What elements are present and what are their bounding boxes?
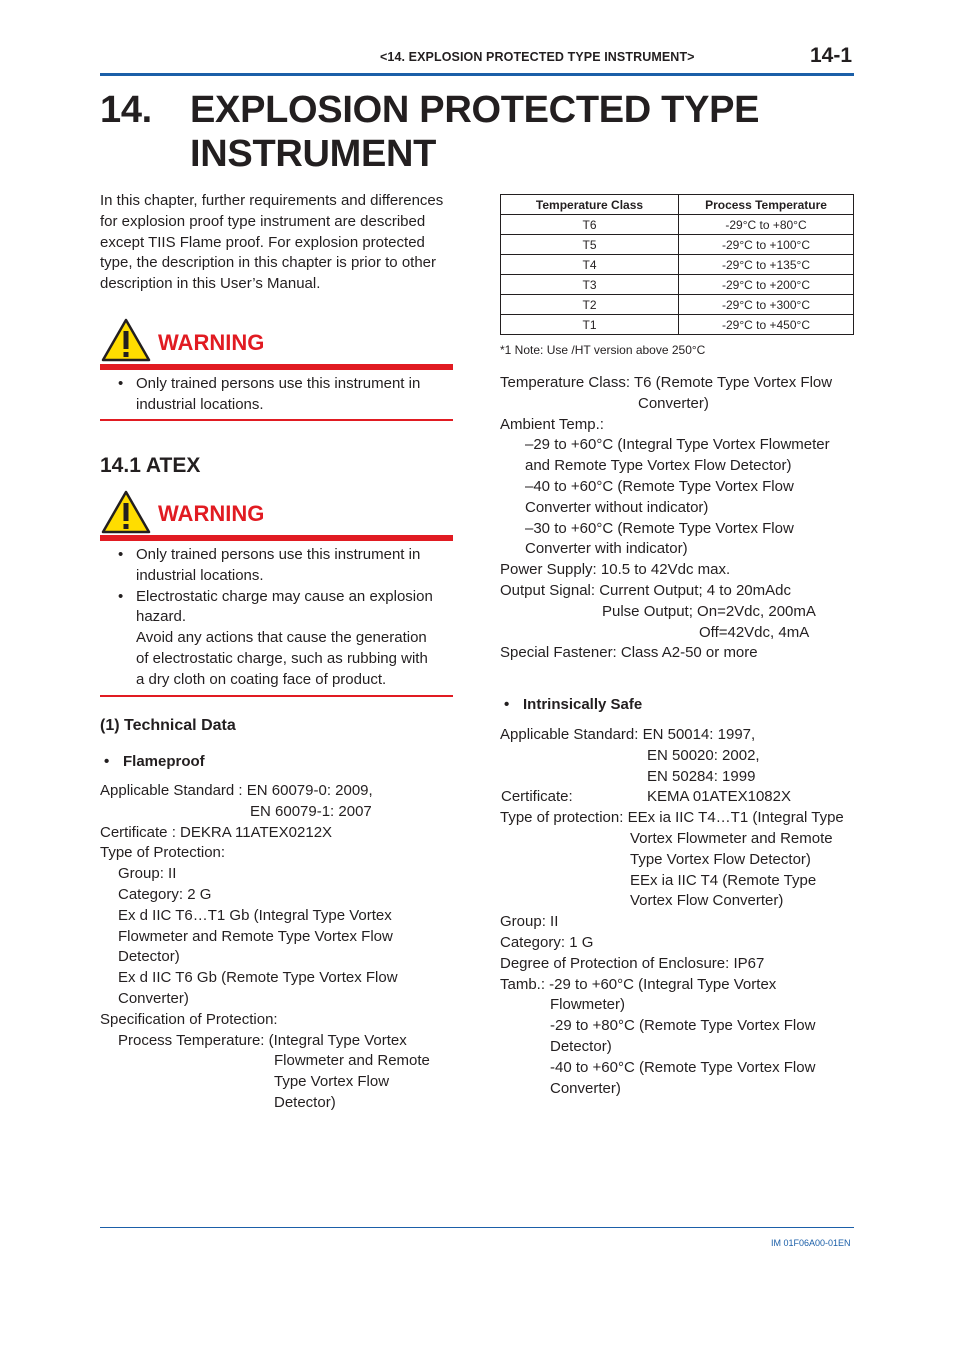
- table-row: T1 -29°C to +450°C: [501, 315, 854, 335]
- spec-line: Converter): [118, 989, 189, 1007]
- warning-label: WARNING: [158, 330, 265, 355]
- spec-line: Output Signal: Current Output; 4 to 20mAdc: [500, 581, 791, 599]
- spec-line: Ambient Temp.:: [500, 415, 604, 433]
- spec-line: Applicable Standard: EN 50014: 1997,: [500, 726, 756, 743]
- list-item: • Electrostatic charge may cause an explosion hazard. Avoid any actions that cause the generation of electrostatic charge, such as rubbing with a dry cloth on coating face of product.: [118, 587, 433, 688]
- spec-line: Ex d IIC T6…T1 Gb (Integral Type Vortex: [118, 906, 392, 924]
- spec-line: Flowmeter and Remote Type Vortex Flow: [118, 927, 393, 945]
- spec-line: Converter without indicator): [525, 498, 709, 516]
- table-row: T5 -29°C to +100°C: [501, 235, 854, 255]
- warning-bottom-line: [100, 419, 453, 421]
- spec-line: Tamb.: -29 to +60°C (Integral Type Vortex: [500, 975, 777, 993]
- spec-line: EN 60079-1: 2007: [250, 802, 372, 820]
- spec-line: Vortex Flowmeter and Remote: [630, 829, 833, 847]
- warning-icon: [101, 318, 151, 362]
- spec-line: Vortex Flow Converter): [630, 892, 784, 910]
- spec-line: Certificate: KEMA 01ATEX1082X: [501, 788, 791, 806]
- warning-bottom-line: [100, 695, 453, 697]
- warning-list: [100, 374, 453, 416]
- table-note: *1 Note: Use /HT version above 250°C: [500, 343, 706, 357]
- warning-top-bar: [100, 364, 453, 370]
- document-id: IM 01F06A00-01EN: [771, 1238, 851, 1248]
- spec-line: Group: II: [118, 865, 177, 883]
- intro-line: In this chapter, further requirements and differences: [100, 192, 444, 209]
- spec-line: Type of Protection:: [100, 844, 226, 862]
- spec-line: EN 50020: 2002,: [647, 746, 760, 764]
- table-header-row: [501, 195, 854, 215]
- header-rule: [100, 73, 854, 76]
- spec-line: EEx ia IIC T4 (Remote Type: [630, 871, 817, 889]
- spec-line: Ex d IIC T6 Gb (Remote Type Vortex Flow: [118, 969, 398, 987]
- spec-line: Converter with indicator): [525, 540, 688, 558]
- spec-line: Category: 2 G: [118, 885, 212, 903]
- intro-line: description in this User’s Manual.: [100, 275, 321, 293]
- spec-line: Converter): [638, 394, 709, 412]
- spec-line: Pulse Output; On=2Vdc, 200mA: [602, 602, 816, 620]
- warning-top-bar: [100, 535, 453, 541]
- spec-line: –30 to +60°C (Remote Type Vortex Flow: [525, 519, 794, 537]
- spec-line: -40 to +60°C (Remote Type Vortex Flow: [550, 1058, 816, 1076]
- temperature-class-table: [500, 194, 854, 335]
- chapter-number: 14.: [100, 89, 152, 131]
- spec-line: Special Fastener: Class A2-50 or more: [500, 644, 758, 662]
- spec-line: Type of protection: EEx ia IIC T4…T1 (Integral Type: [500, 809, 844, 827]
- spec-line: Flowmeter and Remote: [274, 1052, 430, 1070]
- intro-paragraph: [100, 191, 443, 295]
- intro-line: except TIIS Flame proof. For explosion protected: [100, 233, 425, 251]
- spec-line: Specification of Protection:: [100, 1010, 278, 1028]
- table-row: T6 -29°C to +80°C: [501, 215, 854, 235]
- footer-rule: [100, 1227, 854, 1228]
- spec-line: Applicable Standard : EN 60079-0: 2009,: [100, 782, 373, 799]
- spec-line: Process Temperature: (Integral Type Vortex: [118, 1031, 407, 1049]
- table-row: T2 -29°C to +300°C: [501, 295, 854, 315]
- spec-line: –29 to +60°C (Integral Type Vortex Flowmeter: [525, 436, 830, 454]
- spec-line: Detector): [550, 1037, 612, 1055]
- column-header: Temperature Class: [501, 195, 679, 215]
- spec-line: Converter): [550, 1079, 621, 1097]
- running-title: <14. EXPLOSION PROTECTED TYPE INSTRUMENT>: [380, 50, 695, 64]
- spec-line: Detector): [274, 1093, 336, 1111]
- table-row: T3 -29°C to +200°C: [501, 275, 854, 295]
- intro-line: for explosion proof type instrument are described: [100, 212, 426, 230]
- spec-line: Group: II: [500, 913, 559, 931]
- spec-line: -29 to +80°C (Remote Type Vortex Flow: [550, 1017, 816, 1035]
- column-header: Process Temperature: [679, 195, 854, 215]
- intrinsically-safe-label: • Intrinsically Safe: [504, 696, 643, 713]
- spec-line: Category: 1 G: [500, 933, 594, 951]
- list-item: • Only trained persons use this instrument in industrial locations.: [118, 546, 421, 584]
- warning-label: WARNING: [158, 501, 265, 526]
- spec-line: Off=42Vdc, 4mA: [699, 623, 810, 641]
- flameproof-label: • Flameproof: [104, 753, 205, 770]
- spec-line: Flowmeter): [550, 996, 626, 1014]
- flameproof-spec: [100, 781, 430, 1114]
- chapter-title-line2: INSTRUMENT: [190, 133, 437, 175]
- spec-line: Type Vortex Flow: [274, 1073, 390, 1091]
- table-row: T4 -29°C to +135°C: [501, 255, 854, 275]
- spec-line: and Remote Type Vortex Flow Detector): [525, 457, 792, 475]
- intrinsically-safe-spec: [500, 725, 844, 1099]
- spec-line: Detector): [118, 948, 180, 966]
- spec-line: Power Supply: 10.5 to 42Vdc max.: [500, 561, 731, 579]
- warning-icon: [101, 490, 151, 534]
- spec-line: EN 50284: 1999: [647, 767, 756, 785]
- chapter-title-line1: EXPLOSION PROTECTED TYPE: [190, 89, 760, 131]
- warning-list: [100, 545, 453, 691]
- spec-line: Degree of Protection of Enclosure: IP67: [500, 954, 765, 972]
- section-title: 14.1 ATEX: [100, 454, 201, 477]
- spec-line: –40 to +60°C (Remote Type Vortex Flow: [525, 477, 794, 495]
- spec-line: Temperature Class: T6 (Remote Type Vortex Flow: [500, 374, 833, 391]
- flameproof-spec-continued: [500, 373, 832, 664]
- page-number: 14-1: [810, 44, 853, 67]
- intro-line: type, the description in this chapter is prior to other: [100, 254, 437, 272]
- list-item: • Only trained persons use this instrument in industrial locations.: [118, 375, 421, 413]
- spec-line: Type Vortex Flow Detector): [630, 850, 811, 868]
- spec-line: Certificate : DEKRA 11ATEX0212X: [100, 823, 333, 841]
- subsection-heading: (1) Technical Data: [100, 717, 236, 734]
